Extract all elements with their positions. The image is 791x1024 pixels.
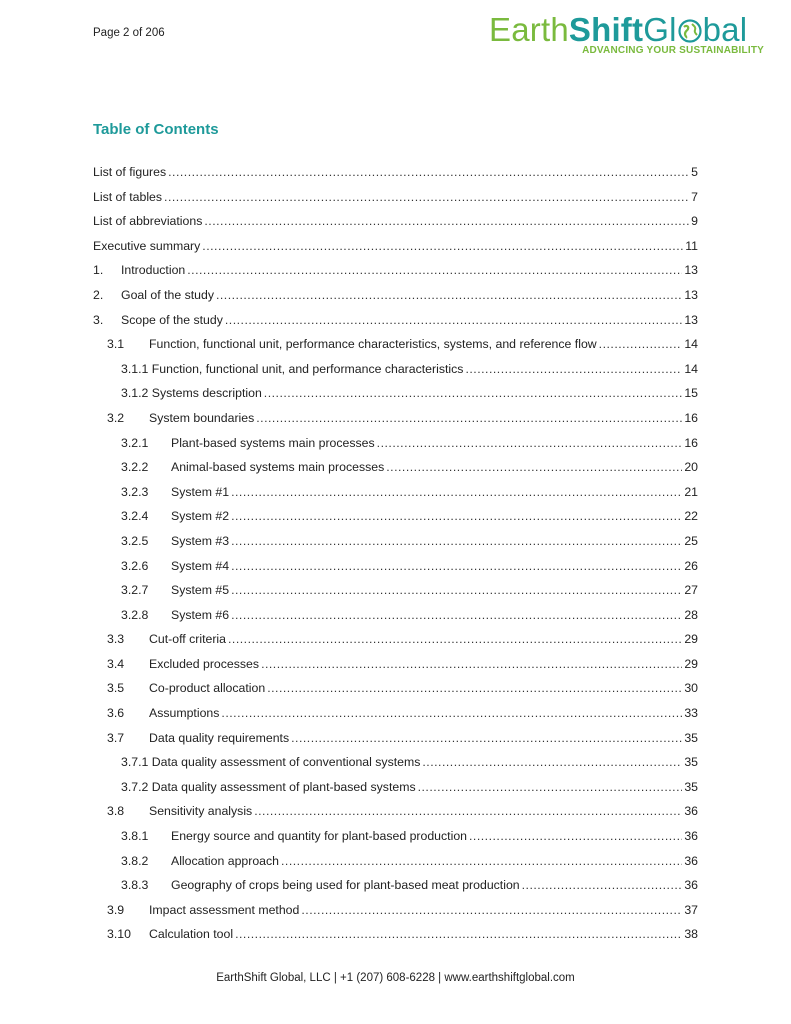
toc-entry[interactable] <box>93 878 698 903</box>
toc-entry-number: 3.2.6 <box>121 558 149 573</box>
toc-entry-label: System #1 <box>171 484 230 499</box>
toc-entry-number: 2. <box>93 287 104 302</box>
toc-entry-label: Goal of the study <box>121 287 214 302</box>
toc-entry-page: 15 <box>684 386 698 401</box>
toc-entry-label: Cut-off criteria <box>149 632 226 647</box>
toc-entry[interactable] <box>93 829 698 854</box>
toc-entry[interactable] <box>93 313 698 338</box>
toc-entry-page: 16 <box>684 410 698 425</box>
toc-entry-label: Co-product allocation <box>149 681 266 696</box>
toc-dot-leader <box>231 559 682 573</box>
logo-gl-text: Gl <box>643 11 677 48</box>
toc-entry[interactable] <box>93 927 698 952</box>
toc-dot-leader <box>418 780 683 794</box>
toc-entry-number: 3.9 <box>107 902 125 917</box>
toc-dot-leader <box>164 190 689 204</box>
toc-entry-number: 3.3 <box>107 632 125 647</box>
toc-entry-label: Data quality requirements <box>149 730 290 745</box>
toc-entry-label: List of abbreviations <box>93 214 203 229</box>
toc-entry[interactable] <box>93 854 698 879</box>
toc-entry[interactable] <box>93 386 698 411</box>
toc-entry-page: 36 <box>684 829 698 844</box>
toc-entry-label: System #6 <box>171 607 230 622</box>
toc-entry-label: Function, functional unit, performance characteristics, systems, and reference flow <box>149 337 597 352</box>
toc-entry-number: 3.2.3 <box>121 484 149 499</box>
toc-entry-number: 3.2.5 <box>121 533 149 548</box>
toc-entry-page: 28 <box>684 607 698 622</box>
toc-entry-label: 3.7.1 Data quality assessment of conventional systems <box>121 755 421 770</box>
toc-entry-label: Geography of crops being used for plant-based meat production <box>171 878 520 893</box>
page-number: Page 2 of 206 <box>93 27 165 39</box>
toc-entry-label: List of tables <box>93 189 163 204</box>
toc-dot-leader <box>225 313 682 327</box>
logo-earth-text: Earth <box>489 11 569 48</box>
logo-tagline: ADVANCING YOUR SUSTAINABILITY <box>582 45 764 56</box>
toc-entry-label: Excluded processes <box>149 656 260 671</box>
toc-dot-leader <box>168 165 689 179</box>
toc-dot-leader <box>281 854 682 868</box>
toc-dot-leader <box>235 927 682 941</box>
logo-wordmark <box>489 12 747 48</box>
toc-entry-page: 26 <box>684 558 698 573</box>
toc-entry-number: 3.1 <box>107 337 125 352</box>
toc-entry[interactable] <box>93 780 698 805</box>
toc-entry[interactable] <box>93 559 698 584</box>
toc-entry-number: 1. <box>93 263 104 278</box>
toc-entry[interactable] <box>93 755 698 780</box>
toc-entry-label: Energy source and quantity for plant-based production <box>171 829 467 844</box>
toc-entry[interactable] <box>93 239 698 264</box>
toc-entry-page: 35 <box>684 755 698 770</box>
toc-entry-label: 3.7.2 Data quality assessment of plant-based systems <box>121 779 416 794</box>
toc-entry-page: 25 <box>684 533 698 548</box>
toc-entry-page: 20 <box>684 460 698 475</box>
toc-entry-page: 13 <box>684 287 698 302</box>
toc-entry-number: 3.2.8 <box>121 607 149 622</box>
toc-entry[interactable] <box>93 509 698 534</box>
toc-entry-page: 9 <box>691 214 698 229</box>
toc-dot-leader <box>291 731 682 745</box>
toc-entry[interactable] <box>93 411 698 436</box>
toc-entry-page: 21 <box>684 484 698 499</box>
toc-entry-label: System #2 <box>171 509 230 524</box>
toc-entry-label: List of figures <box>93 165 167 179</box>
toc-entry-number: 3.7 <box>107 730 125 745</box>
toc-entry-page: 33 <box>684 706 698 721</box>
toc-dot-leader <box>187 263 682 277</box>
toc-entry-page: 29 <box>684 656 698 671</box>
toc-entry-number: 3.2.1 <box>121 435 149 450</box>
toc-dot-leader <box>231 509 682 523</box>
toc-entry-label: Plant-based systems main processes <box>171 435 375 450</box>
toc-entry-page: 5 <box>691 165 698 179</box>
toc-entry[interactable] <box>93 460 698 485</box>
toc-entry-page: 14 <box>684 361 698 376</box>
toc-entry-page: 38 <box>684 927 698 942</box>
toc-entry-page: 27 <box>684 583 698 598</box>
toc-dot-leader <box>522 878 683 892</box>
logo-bal-text: bal <box>702 11 748 48</box>
toc-entry-label: System #5 <box>171 583 230 598</box>
toc-entry-page: 7 <box>691 189 698 204</box>
toc-dot-leader <box>231 485 682 499</box>
toc-dot-leader <box>231 534 682 548</box>
toc-entry-page: 36 <box>684 878 698 893</box>
toc-entry-label: System #4 <box>171 558 230 573</box>
toc-entry[interactable] <box>93 632 698 657</box>
toc-entry-label: System boundaries <box>149 410 255 425</box>
toc-entry-page: 36 <box>684 853 698 868</box>
toc-entry-number: 3.2.4 <box>121 509 149 524</box>
toc-entry-label: 3.1.2 Systems description <box>121 386 262 401</box>
toc-entry[interactable] <box>93 190 698 215</box>
toc-entry-number: 3.8.3 <box>121 878 149 893</box>
toc-entry[interactable] <box>93 436 698 461</box>
toc-entry-number: 3.2 <box>107 410 125 425</box>
table-of-contents <box>93 165 698 952</box>
toc-entry-number: 3.5 <box>107 681 125 696</box>
toc-entry-page: 29 <box>684 632 698 647</box>
toc-dot-leader <box>261 657 682 671</box>
toc-entry[interactable] <box>93 288 698 313</box>
toc-entry-label: Calculation tool <box>149 927 234 942</box>
toc-entry-page: 35 <box>684 779 698 794</box>
toc-dot-leader <box>386 460 682 474</box>
toc-dot-leader <box>422 755 682 769</box>
toc-dot-leader <box>202 239 683 253</box>
logo-shift-text: Shift <box>568 11 644 48</box>
toc-entry-label: Allocation approach <box>171 853 280 868</box>
toc-entry-number: 3.6 <box>107 706 125 721</box>
toc-entry[interactable] <box>93 485 698 510</box>
toc-dot-leader <box>267 681 682 695</box>
toc-entry-number: 3.8.2 <box>121 853 149 868</box>
toc-entry-page: 14 <box>684 337 698 352</box>
toc-entry-label: Assumptions <box>149 706 220 721</box>
toc-entry-number: 3.2.2 <box>121 460 149 475</box>
toc-entry-page: 22 <box>684 509 698 524</box>
toc-dot-leader <box>301 903 682 917</box>
toc-title: Table of Contents <box>93 121 219 138</box>
toc-entry[interactable] <box>93 731 698 756</box>
toc-entry-page: 16 <box>684 435 698 450</box>
toc-entry-page: 13 <box>684 263 698 278</box>
earthshift-logo <box>489 12 775 58</box>
toc-entry[interactable] <box>93 534 698 559</box>
toc-entry[interactable] <box>93 657 698 682</box>
toc-entry-number: 3. <box>93 312 104 327</box>
toc-dot-leader <box>254 804 682 818</box>
toc-entry[interactable] <box>93 583 698 608</box>
toc-dot-leader <box>228 632 682 646</box>
toc-entry-label: Impact assessment method <box>149 902 300 917</box>
toc-dot-leader <box>599 337 683 351</box>
toc-entry-page: 37 <box>684 902 698 917</box>
toc-entry[interactable] <box>93 362 698 387</box>
toc-dot-leader <box>204 214 689 228</box>
toc-entry-number: 3.10 <box>107 927 131 942</box>
toc-entry[interactable] <box>93 681 698 706</box>
toc-entry[interactable] <box>93 337 698 362</box>
toc-dot-leader <box>231 608 682 622</box>
toc-entry-page: 13 <box>684 312 698 327</box>
toc-entry[interactable] <box>93 706 698 731</box>
toc-entry-label: System #3 <box>171 533 230 548</box>
toc-entry[interactable] <box>93 903 698 928</box>
toc-entry[interactable] <box>93 165 698 190</box>
toc-entry-number: 3.8 <box>107 804 125 819</box>
toc-entry-label: Scope of the study <box>121 312 223 327</box>
toc-dot-leader <box>264 386 683 400</box>
toc-entry-label: Executive summary <box>93 238 201 253</box>
toc-dot-leader <box>231 583 682 597</box>
toc-dot-leader <box>256 411 682 425</box>
toc-entry-label: 3.1.1 Function, functional unit, and performance characteristics <box>121 361 464 376</box>
toc-dot-leader <box>465 362 682 376</box>
toc-entry[interactable] <box>93 214 698 239</box>
toc-dot-leader <box>216 288 682 302</box>
toc-dot-leader <box>377 436 683 450</box>
toc-dot-leader <box>469 829 682 843</box>
toc-entry-page: 36 <box>684 804 698 819</box>
toc-entry-page: 11 <box>685 238 698 253</box>
toc-entry-label: Introduction <box>121 263 186 278</box>
toc-entry-number: 3.4 <box>107 656 125 671</box>
toc-dot-leader <box>221 706 682 720</box>
footer-contact: EarthShift Global, LLC | +1 (207) 608-6228 | www.earthshiftglobal.com <box>216 972 575 984</box>
toc-entry[interactable] <box>93 804 698 829</box>
toc-entry[interactable] <box>93 608 698 633</box>
toc-entry-number: 3.2.7 <box>121 583 149 598</box>
toc-entry[interactable] <box>93 263 698 288</box>
toc-entry-page: 35 <box>684 730 698 745</box>
toc-entry-label: Sensitivity analysis <box>149 804 253 819</box>
toc-entry-number: 3.8.1 <box>121 829 149 844</box>
toc-entry-label: Animal-based systems main processes <box>171 460 385 475</box>
globe-icon <box>678 19 702 43</box>
toc-entry-page: 30 <box>684 681 698 696</box>
